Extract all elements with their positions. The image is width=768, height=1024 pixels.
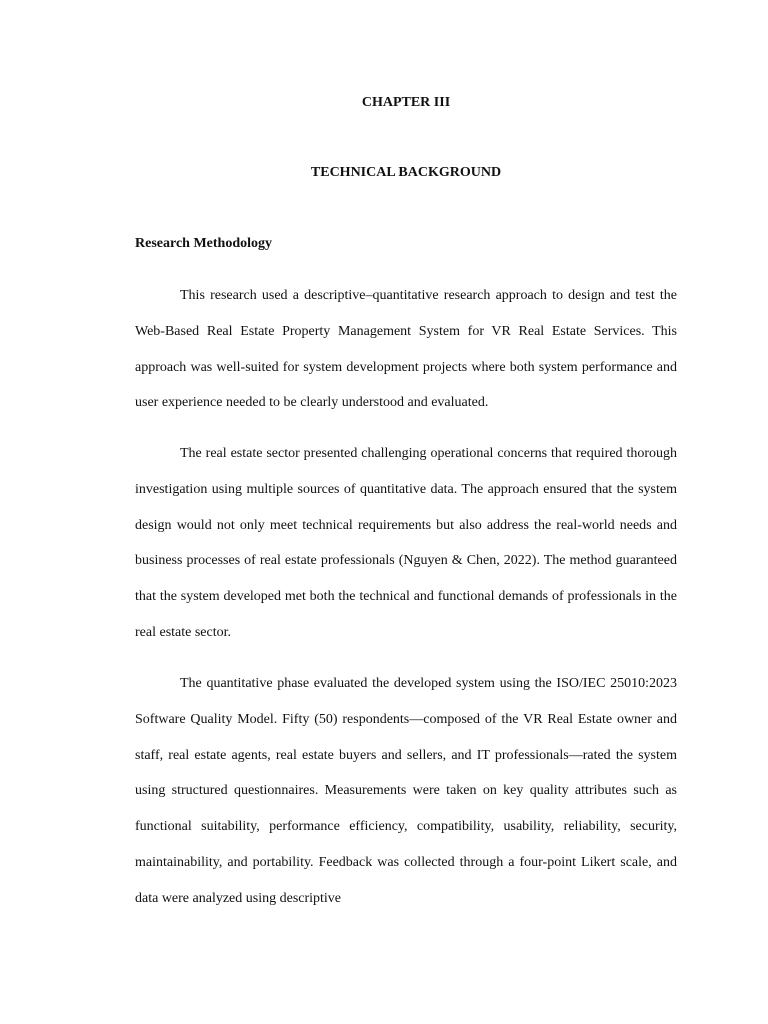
body-paragraph: The quantitative phase evaluated the developed system using the ISO/IEC 25010:2023 Software Quality Model. Fifty (50) respondents—composed of the VR Real Estate owner and staff, real estate agents, real estate buyers and sellers, and IT professionals—rated the system using structured questionnaires. Measurements were taken on key quality attributes such as functional suitability, performance efficiency, compatibility, usability, reliability, security, maintainability, and portability. Feedback was collected through a four-point Likert scale, and data were analyzed using descriptive xyxy=(135,676,677,906)
chapter-heading: CHAPTER III xyxy=(361,95,451,110)
body-paragraph: This research used a descriptive–quantitative research approach to design and test the Web-Based Real Estate Property Management System for VR Real Estate Services. This approach was well-suited for system development projects where both system performance and user experience needed to be clearly understood and evaluated. xyxy=(135,288,677,411)
body-paragraph: The real estate sector presented challenging operational concerns that required thorough investigation using multiple sources of quantitative data. The approach ensured that the system design would not only meet technical requirements but also address the real-world needs and business processes of real estate professionals (Nguyen & Chen, 2022). The method guaranteed that the system developed met both the technical and functional demands of professionals in the real estate sector. xyxy=(135,446,677,640)
subsection-heading: Research Methodology xyxy=(135,236,272,251)
section-heading: TECHNICAL BACKGROUND xyxy=(310,165,502,180)
